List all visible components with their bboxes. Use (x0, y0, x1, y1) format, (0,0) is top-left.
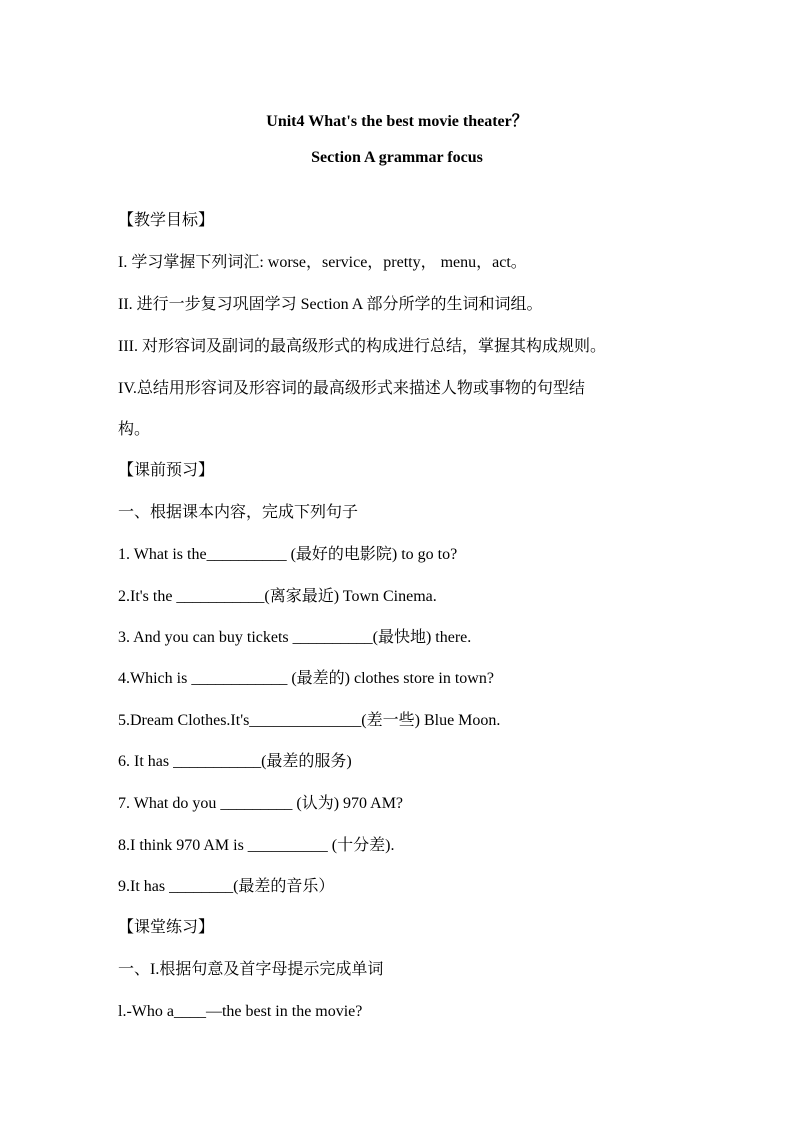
practice-instruction: 一、I.根据句意及首字母提示完成单词 (118, 961, 384, 978)
practice-heading: 【课堂练习】 (118, 919, 215, 936)
preview-item: 5.Dream Clothes.It's______________(差一些) Blue Moon. (118, 712, 501, 729)
objective-item: I. 学习掌握下列词汇: worse，service，pretty， menu，act。 (118, 254, 527, 271)
practice-item: l.-Who a____—the best in the movie? (118, 1003, 363, 1020)
objectives-heading: 【教学目标】 (118, 212, 215, 229)
objective-item: II. 进行一步复习巩固学习 Section A 部分所学的生词和词组。 (118, 296, 543, 313)
preview-item: 7. What do you _________ (认为) 970 AM? (118, 795, 404, 812)
document-subtitle: Section A grammar focus (311, 149, 483, 166)
preview-item: 1. What is the__________ (最好的电影院) to go to? (118, 546, 458, 563)
objective-item-continuation: 构。 (118, 421, 151, 438)
objective-item: IV.总结用形容词及形容词的最高级形式来描述人物或事物的句型结 (118, 380, 585, 397)
preview-item: 4.Which is ____________ (最差的) clothes store in town? (118, 670, 494, 687)
preview-item: 3. And you can buy tickets __________(最快地) there. (118, 629, 472, 646)
document-title: Unit4 What's the best movie theater？ (266, 113, 528, 130)
preview-item: 2.It's the ___________(离家最近) Town Cinema. (118, 588, 437, 605)
preview-heading: 【课前预习】 (118, 462, 215, 479)
objective-item: III. 对形容词及副词的最高级形式的构成进行总结，掌握其构成规则。 (118, 338, 606, 355)
preview-item: 9.It has ________(最差的音乐） (118, 878, 335, 895)
preview-instruction: 一、根据课本内容，完成下列句子 (118, 504, 359, 521)
preview-item: 6. It has ___________(最差的服务) (118, 753, 352, 770)
preview-item: 8.I think 970 AM is __________ (十分差). (118, 837, 395, 854)
